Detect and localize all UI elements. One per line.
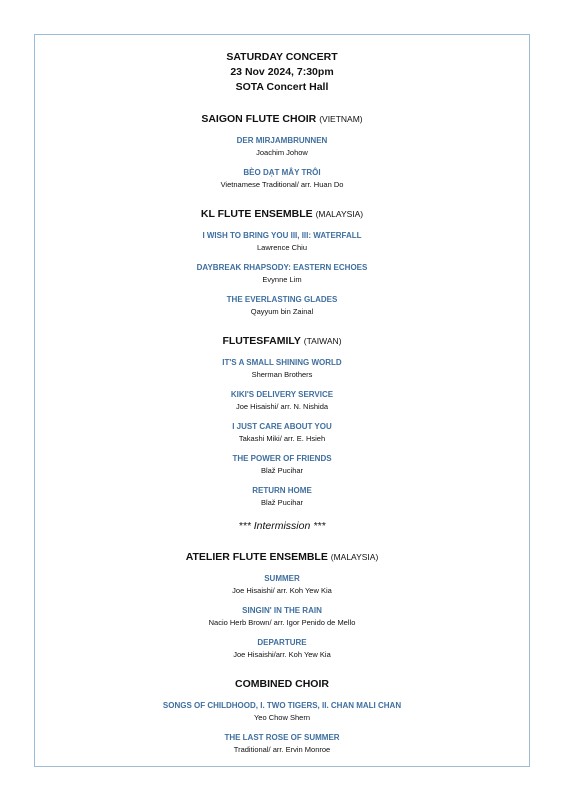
piece-title: I JUST CARE ABOUT YOU <box>232 422 332 431</box>
concert-header <box>34 50 530 95</box>
piece <box>34 485 530 508</box>
piece-title: SINGIN' IN THE RAIN <box>242 606 322 615</box>
piece-title: SUMMER <box>264 574 300 583</box>
piece-title: THE LAST ROSE OF SUMMER <box>224 733 340 742</box>
piece-composer: Joachim Johow <box>256 148 308 157</box>
piece <box>34 389 530 412</box>
ensemble-heading <box>34 335 530 348</box>
piece-title: I WISH TO BRING YOU III, III: WATERFALL <box>202 231 362 240</box>
ensemble-heading <box>34 678 530 691</box>
ensemble-saigon-flute-choir <box>34 113 530 190</box>
ensemble-kl-flute-ensemble <box>34 208 530 317</box>
piece <box>34 135 530 158</box>
piece-title: BÈO DẠT MÂY TRÔI <box>243 168 321 177</box>
ensemble-country: (MALAYSIA) <box>315 209 364 219</box>
piece <box>34 357 530 380</box>
piece-title: IT'S A SMALL SHINING WORLD <box>222 358 342 367</box>
ensemble-name: KL FLUTE ENSEMBLE <box>200 208 313 220</box>
piece-title: RETURN HOME <box>252 486 312 495</box>
piece-composer: Joe Hisaishi/ arr. Koh Yew Kia <box>232 586 332 595</box>
piece <box>34 732 530 755</box>
piece <box>34 605 530 628</box>
piece-title: THE POWER OF FRIENDS <box>232 454 332 463</box>
piece-composer: Evynne Lim <box>262 275 302 284</box>
piece <box>34 700 530 723</box>
piece-composer: Sherman Brothers <box>251 370 313 379</box>
piece <box>34 167 530 190</box>
piece <box>34 453 530 476</box>
intermission-label: *** Intermission *** <box>238 520 326 532</box>
piece-composer: Yeo Chow Shern <box>253 713 310 722</box>
ensemble-name: FLUTESFAMILY <box>222 335 301 347</box>
piece-composer: Joe Hisaishi/arr. Koh Yew Kia <box>233 650 331 659</box>
piece <box>34 230 530 253</box>
ensemble-name: ATELIER FLUTE ENSEMBLE <box>185 551 328 563</box>
piece-composer: Takashi Miki/ arr. E. Hsieh <box>238 434 326 443</box>
piece <box>34 262 530 285</box>
concert-date: 23 Nov 2024, 7:30pm <box>230 66 334 78</box>
piece-composer: Blaž Pucihar <box>260 466 304 475</box>
ensemble-heading <box>34 551 530 564</box>
ensemble-country: (VIETNAM) <box>319 114 363 124</box>
piece-title: DAYBREAK RHAPSODY: EASTERN ECHOES <box>196 263 368 272</box>
piece <box>34 421 530 444</box>
ensemble-heading <box>34 113 530 126</box>
concert-title: SATURDAY CONCERT <box>226 51 338 63</box>
piece-composer: Lawrence Chiu <box>256 243 308 252</box>
ensemble-atelier-flute-ensemble <box>34 551 530 660</box>
ensemble-name: COMBINED CHOIR <box>235 678 329 690</box>
concert-venue: SOTA Concert Hall <box>235 81 329 93</box>
piece-composer: Joe Hisaishi/ arr. N. Nishida <box>235 402 329 411</box>
ensemble-country: (TAIWAN) <box>303 336 342 346</box>
piece-title: DEPARTURE <box>257 638 307 647</box>
piece-composer: Blaž Pucihar <box>260 498 304 507</box>
piece-composer: Qayyum bin Zainal <box>250 307 314 316</box>
piece-title: THE EVERLASTING GLADES <box>226 295 338 304</box>
ensemble-flutesfamily <box>34 335 530 508</box>
ensemble-country: (MALAYSIA) <box>330 552 379 562</box>
piece-title: KIKI'S DELIVERY SERVICE <box>230 390 334 399</box>
ensemble-heading <box>34 208 530 221</box>
concert-program <box>34 50 530 755</box>
piece <box>34 294 530 317</box>
piece-composer: Vietnamese Traditional/ arr. Huan Do <box>220 180 344 189</box>
piece-title: DER MIRJAMBRUNNEN <box>236 136 328 145</box>
piece-composer: Traditional/ arr. Ervin Monroe <box>233 745 331 754</box>
piece-composer: Nacio Herb Brown/ arr. Igor Penido de Mello <box>208 618 356 627</box>
piece-title: SONGS OF CHILDHOOD, I. TWO TIGERS, II. CHAN MALI CHAN <box>162 701 402 710</box>
ensemble-combined-choir <box>34 678 530 755</box>
ensemble-name: SAIGON FLUTE CHOIR <box>201 113 317 125</box>
piece <box>34 637 530 660</box>
piece <box>34 573 530 596</box>
